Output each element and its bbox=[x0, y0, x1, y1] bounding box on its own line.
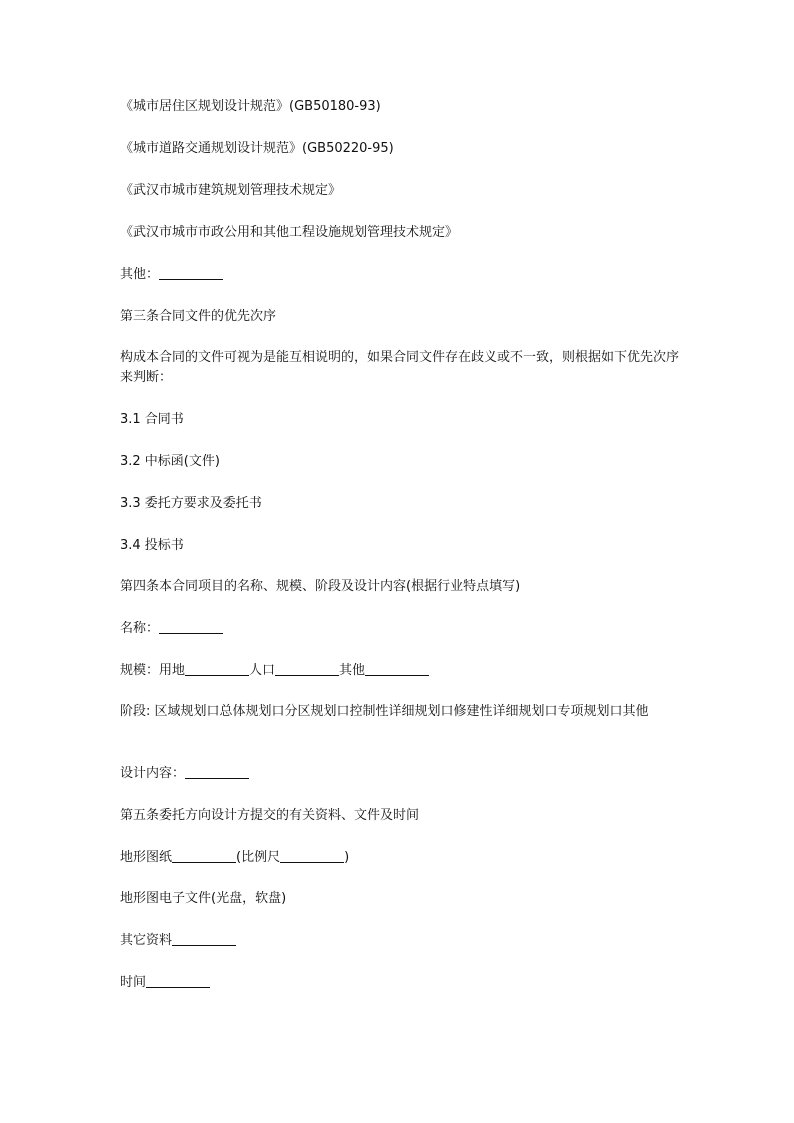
design-content-blank[interactable] bbox=[185, 764, 249, 779]
project-name-label: 名称： bbox=[120, 621, 160, 636]
reference-wuhan-municipal-regulation: 《武汉市城市市政公用和其他工程设施规划管理技术规定》 bbox=[120, 225, 459, 240]
topographic-digital-file: 地形图电子文件(光盘，软盘) bbox=[120, 891, 287, 906]
time-blank[interactable] bbox=[146, 973, 210, 988]
item-3-1: 3.1 合同书 bbox=[120, 412, 184, 427]
project-stage-text: 阶段: 区域规划口总体规划口分区规划口控制性详细规划口修建性详细规划口专项规划口其他 bbox=[120, 704, 649, 719]
scale-other-blank[interactable] bbox=[365, 661, 429, 676]
article-3-body: 构成本合同的文件可视为是能互相说明的，如果合同文件存在歧义或不一致，则根据如下优先次序来判断： bbox=[120, 350, 680, 385]
time-label: 时间 bbox=[120, 975, 147, 990]
design-content-line bbox=[120, 764, 249, 784]
design-content-label: 设计内容： bbox=[120, 766, 186, 781]
topographic-drawing-line bbox=[120, 848, 349, 868]
scale-land-label: 规模：用地 bbox=[120, 663, 186, 678]
topographic-scale-open: (比例尺 bbox=[236, 850, 281, 865]
other-materials-line bbox=[120, 931, 236, 951]
other-reference-line bbox=[120, 265, 223, 285]
project-scale-line bbox=[120, 661, 429, 681]
other-materials-label: 其它资料 bbox=[120, 933, 173, 948]
item-3-3: 3.3 委托方要求及委托书 bbox=[120, 496, 262, 511]
scale-population-label: 人口 bbox=[249, 663, 276, 678]
article-5-title: 第五条委托方向设计方提交的有关资料、文件及时间 bbox=[120, 808, 420, 823]
time-line bbox=[120, 973, 210, 993]
topographic-scale-close: ) bbox=[344, 850, 350, 865]
other-reference-blank[interactable] bbox=[159, 265, 223, 280]
article-3-title: 第三条合同文件的优先次序 bbox=[120, 309, 277, 324]
reference-residential-code: 《城市居住区规划设计规范》(GB50180-93) bbox=[120, 99, 381, 114]
other-reference-label: 其他： bbox=[120, 267, 160, 282]
scale-land-blank[interactable] bbox=[185, 661, 249, 676]
scale-population-blank[interactable] bbox=[275, 661, 339, 676]
article-4-title: 第四条本合同项目的名称、规模、阶段及设计内容(根据行业特点填写) bbox=[120, 579, 521, 594]
project-name-line bbox=[120, 619, 223, 639]
topographic-scale-blank[interactable] bbox=[280, 848, 344, 863]
other-materials-blank[interactable] bbox=[172, 931, 236, 946]
item-3-4: 3.4 投标书 bbox=[120, 538, 184, 553]
reference-road-traffic-code: 《城市道路交通规划设计规范》(GB50220-95) bbox=[120, 141, 394, 156]
topographic-drawing-label: 地形图纸 bbox=[120, 850, 173, 865]
reference-wuhan-building-regulation: 《武汉市城市建筑规划管理技术规定》 bbox=[120, 183, 342, 198]
project-name-blank[interactable] bbox=[159, 619, 223, 634]
scale-other-label: 其他 bbox=[339, 663, 366, 678]
item-3-2: 3.2 中标函(文件) bbox=[120, 454, 220, 469]
topographic-drawing-blank[interactable] bbox=[172, 848, 236, 863]
